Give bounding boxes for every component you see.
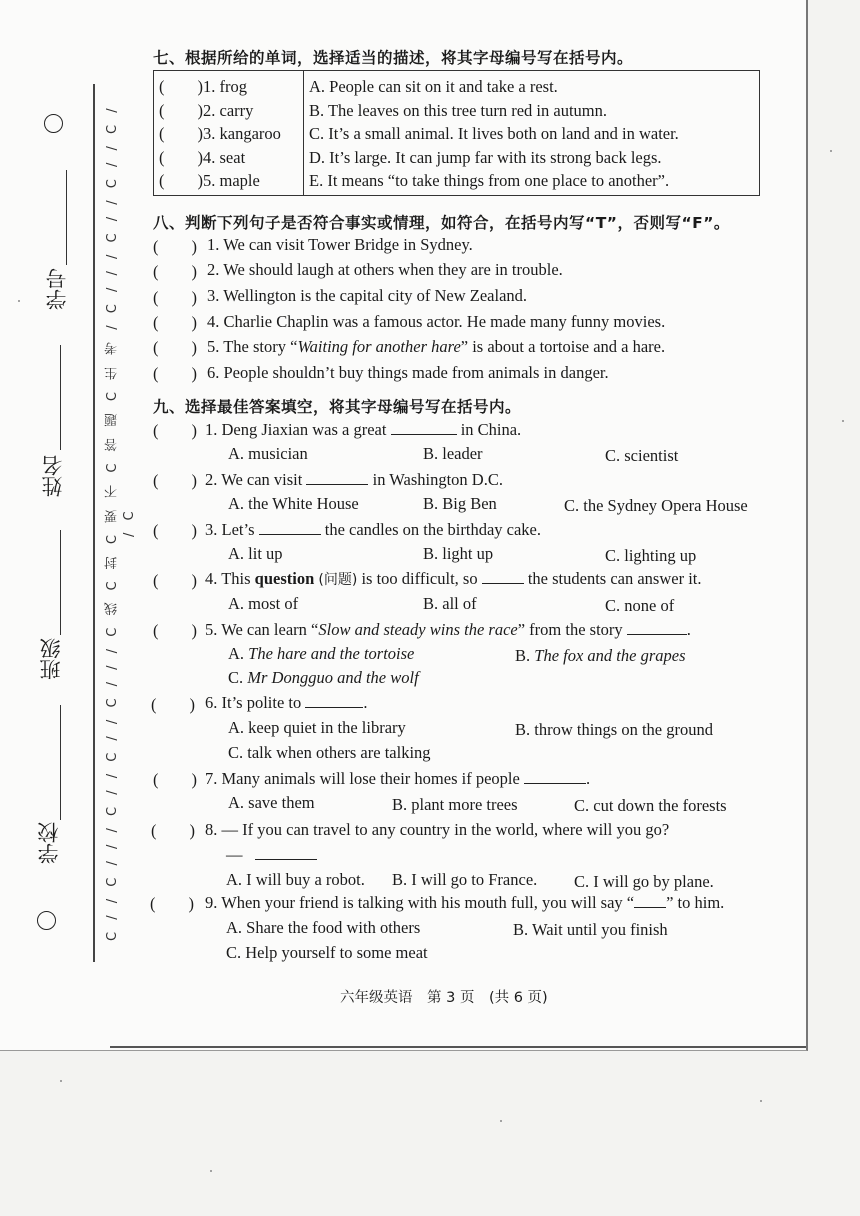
banji-underline: [60, 530, 61, 635]
answer-paren[interactable]: ( ): [153, 364, 197, 383]
page-footer: 六年级英语 第 3 页 (共 6 页): [340, 990, 548, 1006]
scan-speck: [760, 1100, 762, 1102]
answer-paren[interactable]: ( ): [153, 237, 197, 256]
question-9: 9. When your friend is talking with his mouth full, you will say “ ” to him.: [205, 893, 725, 912]
q9-option-b[interactable]: B. Wait until you finish: [513, 920, 668, 939]
question-6: 6. It’s polite to .: [205, 693, 368, 712]
judge-item-1: 1. We can visit Tower Bridge in Sydney.: [207, 235, 473, 254]
q6-option-b[interactable]: B. throw things on the ground: [515, 720, 713, 739]
q3-option-b[interactable]: B. light up: [423, 544, 494, 563]
class-label: 班级: [39, 638, 63, 680]
answer-paren[interactable]: ( ): [153, 262, 197, 281]
q8-option-a[interactable]: A. I will buy a robot.: [226, 870, 365, 889]
judge-item-3: 3. Wellington is the capital city of New Zealand.: [207, 286, 528, 305]
q3-option-c[interactable]: C. lighting up: [605, 546, 697, 565]
q7-option-a[interactable]: A. save them: [228, 793, 315, 812]
q8-option-b[interactable]: B. I will go to France.: [392, 870, 538, 889]
answer-paren[interactable]: ( ): [153, 770, 197, 789]
q1-option-a[interactable]: A. musician: [228, 444, 308, 463]
question-5: 5. We can learn “Slow and steady wins the race” from the story .: [205, 620, 691, 639]
q8-option-c[interactable]: C. I will go by plane.: [574, 872, 714, 891]
matching-table: [153, 70, 760, 196]
q4-option-a[interactable]: A. most of: [228, 594, 299, 613]
match-desc-c: C. It’s a small animal. It lives both on land and in water.: [309, 124, 679, 143]
answer-paren[interactable]: ( ): [151, 821, 195, 840]
scan-speck: [60, 1080, 62, 1082]
answer-paren[interactable]: ( ): [153, 421, 197, 440]
q4-option-c[interactable]: C. none of: [605, 596, 675, 615]
answer-paren[interactable]: ( ): [153, 571, 197, 590]
question-4: 4. This question (问题) is too difficult, so the students can answer it.: [205, 569, 702, 588]
q9-option-a[interactable]: A. Share the food with others: [226, 918, 421, 937]
question-7: 7. Many animals will lose their homes if people .: [205, 769, 591, 788]
answer-paren[interactable]: ( ): [153, 338, 197, 357]
scan-speck: [18, 300, 20, 302]
q2-option-b[interactable]: B. Big Ben: [423, 494, 497, 513]
q5-option-b[interactable]: B. The fox and the grapes: [515, 646, 686, 665]
student-id-label: 学号: [45, 268, 69, 310]
question-8-reply: —: [226, 845, 317, 865]
q1-option-b[interactable]: B. leader: [423, 444, 483, 463]
matching-words-column: [154, 71, 304, 196]
match-word-3: ( )3. kangaroo: [159, 124, 281, 143]
answer-paren[interactable]: ( ): [150, 894, 194, 913]
scan-speck: [210, 1170, 212, 1172]
q4-option-b[interactable]: B. all of: [423, 594, 477, 613]
answer-paren[interactable]: ( ): [153, 471, 197, 490]
section-9-heading: 九、选择最佳答案填空，将其字母编号写在括号内。: [153, 398, 522, 416]
q6-option-a[interactable]: A. keep quiet in the library: [228, 718, 406, 737]
page-bottom-edge: [110, 1046, 806, 1048]
question-8: 8. — If you can travel to any country in the world, where will you go?: [205, 820, 670, 839]
binding-hole-top: [44, 114, 63, 133]
answer-paren[interactable]: ( ): [153, 621, 197, 640]
match-desc-d: D. It’s large. It can jump far with its strong back legs.: [309, 147, 662, 167]
question-2: 2. We can visit in Washington D.C.: [205, 470, 503, 489]
section-7-heading: 七、根据所给的单词，选择适当的描述，将其字母编号写在括号内。: [153, 49, 634, 67]
question-1: 1. Deng Jiaxian was a great in China.: [205, 420, 522, 439]
q2-option-a[interactable]: A. the White House: [228, 494, 359, 513]
q6-option-c[interactable]: C. talk when others are talking: [228, 743, 431, 762]
q9-option-c[interactable]: C. Help yourself to some meat: [226, 943, 428, 962]
match-word-2: ( )2. carry: [159, 100, 254, 120]
answer-paren[interactable]: ( ): [153, 521, 197, 540]
judge-item-5: 5. The story “Waiting for another hare” is about a tortoise and a hare.: [207, 337, 666, 356]
match-word-1: ( )1. frog: [159, 77, 247, 96]
judge-item-4: 4. Charlie Chaplin was a famous actor. He made many funny movies.: [207, 312, 666, 331]
answer-paren[interactable]: ( ): [153, 288, 197, 307]
match-word-5: ( )5. maple: [159, 171, 260, 190]
xuehao-underline: [66, 170, 67, 265]
name-label: 姓名: [41, 455, 65, 497]
question-3: 3. Let’s the candles on the birthday cake.: [205, 520, 541, 539]
q7-option-b[interactable]: B. plant more trees: [392, 795, 518, 814]
match-word-4: ( )4. seat: [159, 147, 246, 167]
xuexiao-underline: [60, 705, 61, 820]
q7-option-c[interactable]: C. cut down the forests: [574, 796, 727, 815]
seal-line-text: C / / C / / / C / / C / / C / / / C 线 C 封 C 要 不 C 答 题 C 生 考 / C / / / C / / C / / C / / C: [105, 104, 137, 941]
binding-line: [93, 84, 95, 962]
school-label: 学校: [37, 822, 61, 864]
binding-hole-bottom: [37, 911, 56, 930]
q5-option-a[interactable]: A. The hare and the tortoise: [228, 644, 415, 663]
matching-descriptions-column: [304, 71, 760, 196]
judge-item-6: 6. People shouldn’t buy things made from animals in danger.: [207, 363, 609, 382]
q3-option-a[interactable]: A. lit up: [228, 544, 283, 563]
q2-option-c[interactable]: C. the Sydney Opera House: [564, 496, 748, 515]
match-desc-e: E. It means “to take things from one place to another”.: [309, 171, 670, 190]
scan-speck: [830, 150, 832, 152]
scan-speck: [842, 420, 844, 422]
judge-item-2: 2. We should laugh at others when they are in trouble.: [207, 260, 563, 279]
match-desc-a: A. People can sit on it and take a rest.: [309, 77, 558, 96]
answer-paren[interactable]: ( ): [153, 313, 197, 332]
match-desc-b: B. The leaves on this tree turn red in autumn.: [309, 100, 607, 120]
q5-option-c[interactable]: C. Mr Dongguo and the wolf: [228, 668, 419, 687]
scan-speck: [500, 1120, 502, 1122]
answer-paren[interactable]: ( ): [151, 695, 195, 714]
section-8-heading: 八、判断下列句子是否符合事实或情理，如符合，在括号内写“T”，否则写“F”。: [153, 214, 730, 232]
xingming-underline: [60, 345, 61, 450]
q1-option-c[interactable]: C. scientist: [605, 446, 679, 465]
